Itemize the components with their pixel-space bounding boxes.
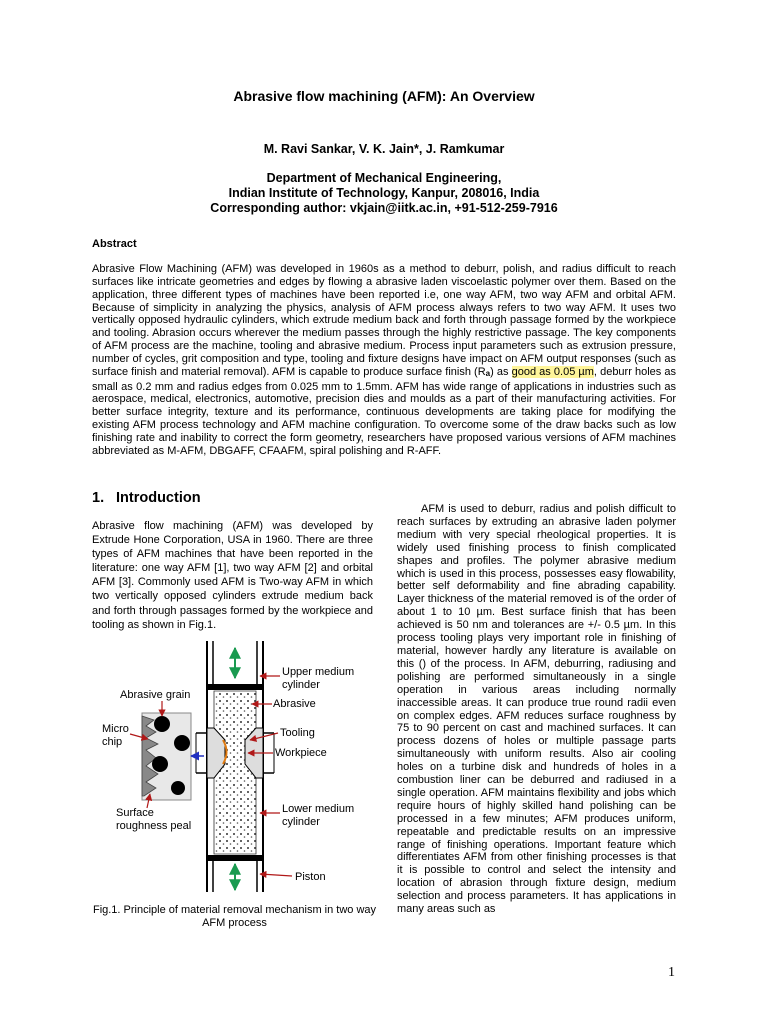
label-abrasive: Abrasive (273, 698, 316, 710)
page-number: 1 (668, 965, 675, 980)
intro-left-paragraph: Abrasive flow machining (AFM) was developed by Extrude Hone Corporation, USA in 1960. There are three types of AFM machines that have been reported in the literature: one way AFM [1], two way AFM [2] and orbital AFM [3]. Commonly used AFM is Two-way AFM in which two vertically opposed cylinders extrude medium back and forth through passages formed by the workpiece and tooling as shown in Fig.1. (92, 520, 373, 631)
affiliation-department: Department of Mechanical Engineering, (266, 171, 502, 185)
label-micro: Micro (102, 723, 129, 735)
label-workpiece: Workpiece (275, 747, 327, 759)
figure-caption: Fig.1. Principle of material removal mechanism in two way AFM process (92, 904, 377, 929)
abstract-text-part1: Abrasive Flow Machining (AFM) was developed in 1960s as a method to deburr, polish, and radius difficult to reach surfaces like intricate geometries and edges by flowing a abrasive laden viscoelastic polymer over them. Based on the application, three different types of machines have been reported i.e, one way AFM, two way AFM and orbital AFM. Because of simplicity in analyzing the physics, analysis of AFM process always refers to two way AFM. It uses two vertically opposed hydraulic cylinders, which extrude medium back and forth through passage formed by the workpiece and tooling. Abrasion occurs wherever the medium passes through the highly restrictive passage. The key components of AFM process are the machine, tooling and abrasive medium. Process input parameters such as extrusion pressure, number of cycles, grit composition and type, tooling and fixture designs have impact on AFM output responses (such as surface finish and material removal). AFM is capable to produce surface finish (R (92, 263, 676, 378)
highlighted-text: good as 0.05 µm (511, 365, 594, 378)
abstract-text-part2: , deburr holes as small as 0.2 mm and radius edges from 0.025 mm to 1.5mm. AFM has wide range of applications in industries such as aerospace, medical, electronics, automotive, precision dies and moulds as a part of their manufacturing activities. For better surface integrity, texture and its performance, continuous developments are taking place for modifying the existing AFM process technology and AFM machine configuration. To overcome some of the draw backs such as low finishing rate and inability to correct the form geometry, researchers have proposed various versions of AFM machines abbreviated as M-AFM, DBGAFF, CFAAFM, spiral polishing and R-AFF. (92, 365, 676, 457)
label-roughness-peak: roughness peal (116, 820, 192, 832)
label-piston: Piston (295, 871, 326, 883)
section-title: Introduction (116, 490, 201, 506)
affiliation-block (0, 171, 768, 216)
section-heading (92, 490, 201, 506)
label-surface: Surface (116, 807, 154, 819)
author-list: M. Ravi Sankar, V. K. Jain*, J. Ramkumar (263, 142, 505, 156)
paper-title: Abrasive flow machining (AFM): An Overview (233, 88, 535, 104)
abstract-heading: Abstract (92, 238, 137, 250)
figure-afm-diagram (92, 636, 377, 898)
ra-subscript: a (485, 368, 491, 378)
magnified-inset (142, 713, 204, 800)
label-lower-medium: Lower medium (282, 803, 355, 815)
lower-piston (207, 855, 263, 861)
section-number: 1. (92, 490, 105, 506)
label-tooling: Tooling (280, 727, 315, 739)
intro-right-paragraph: AFM is used to deburr, radius and polish difficult to reach surfaces by extruding an abrasive laden polymer medium with very special rheological properties. It is widely used finishing process to finish complicated shapes and profiles. The polymer abrasive medium which is used in this process, possesses easy flowability, better self deformability and fine abrading capability. Layer thickness of the material removed is of the order of about 1 to 10 µm. Best surface finish that has been achieved is 50 nm and tolerances are +/- 0.5 µm. In this process tooling plays very important role in finishing of material, however hardly any literature is available on this () of the process. In AFM, deburring, radiusing and polishing are performed simultaneously in a single operation in various areas including normally inaccessible areas. It can produce true round radii even on complex edges. AFM reduces surface roughness by 75 to 90 percent on cast and machined surfaces. It can process dozens of holes or multiple passage parts simultaneously with uniform results. Also air cooling holes on a turbine disk and hundreds of holes in a combustion liner can be deburred and radiused in a single operation. AFM maintains flexibility and jobs which require hours of highly skilled hand polishing can be processed in a few minutes; AFM produces uniform, repeatable and predictable results on an impressive range of finishing operations. Important feature which differentiates AFM from other finishing processes is that it is possible to control and select the intensity and location of abrasion through fixture design, medium selection and process parameters. It has applications in many areas such as (397, 503, 676, 916)
upper-piston (207, 684, 263, 690)
label-abrasive-grain: Abrasive grain (120, 689, 191, 701)
abstract-text-as: ) as (490, 365, 512, 378)
label-chip: chip (102, 736, 123, 748)
abrasive-medium (214, 691, 256, 854)
abstract-body (92, 263, 676, 458)
label-upper-medium: Upper medium (282, 666, 355, 678)
label-upper-cylinder: cylinder (282, 679, 320, 691)
label-lower-cylinder: cylinder (282, 816, 320, 828)
corresponding-author: Corresponding author: vkjain@iitk.ac.in, +91-512-259-7916 (210, 201, 558, 215)
affiliation-institute: Indian Institute of Technology, Kanpur, 208016, India (228, 186, 540, 200)
afm-process-diagram (92, 636, 377, 898)
